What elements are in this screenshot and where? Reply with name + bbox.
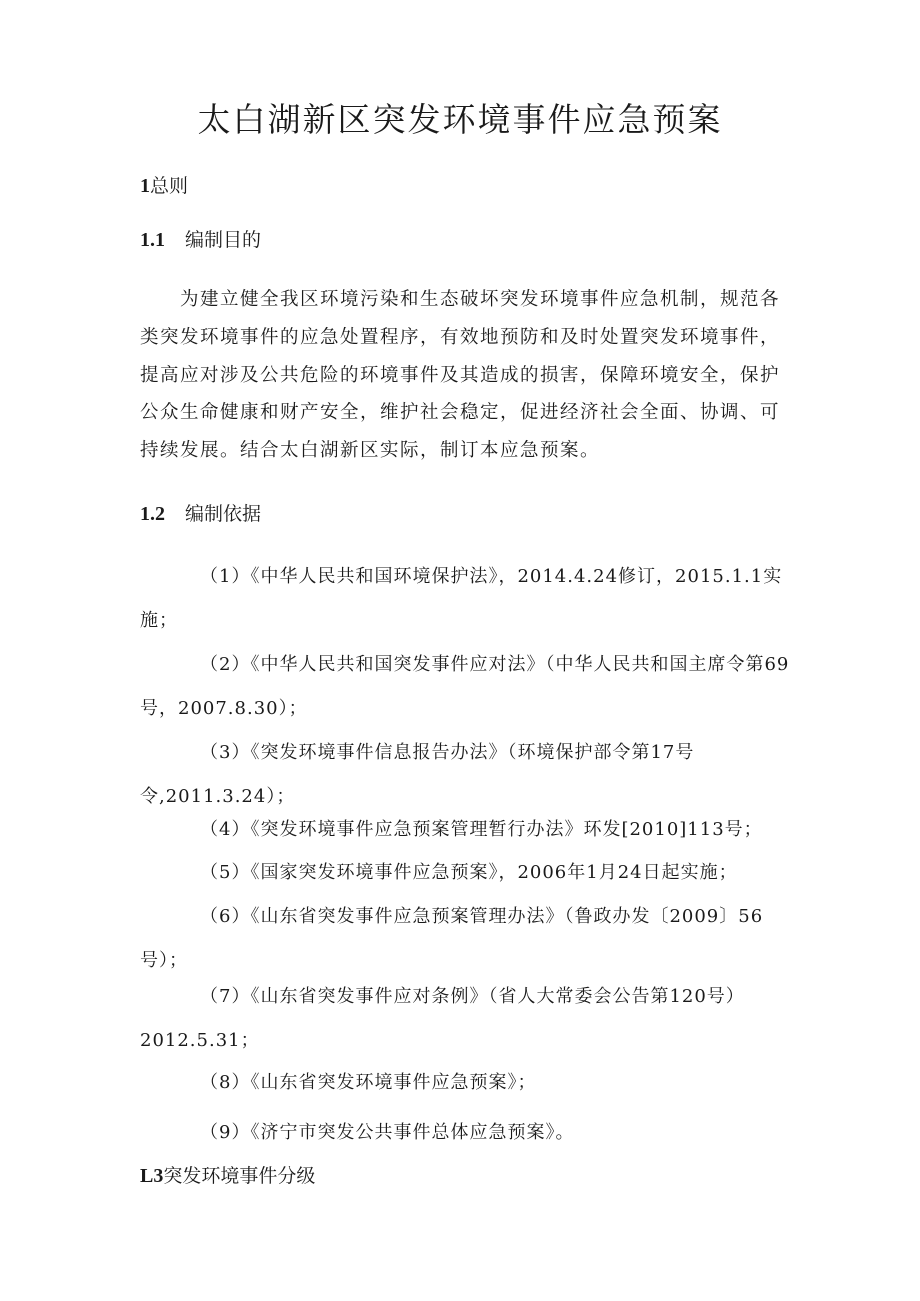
heading-1-number: 1	[140, 175, 150, 197]
heading-1-2	[140, 500, 261, 528]
heading-1	[140, 172, 188, 200]
basis-item: （5）《国家突发环境事件应急预案》，2006年1月24日起实施；	[200, 862, 738, 883]
basis-item: （1）《中华人民共和国环境保护法》，2014.4.24修订，2015.1.1实施；	[140, 566, 783, 631]
heading-1-2-number: 1.2	[140, 503, 165, 525]
document-title: 太白湖新区突发环境事件应急预案	[197, 100, 723, 139]
purpose-paragraph: 为建立健全我区环境污染和生态破坏突发环境事件应急机制，规范各类突发环境事件的应急处置程序，有效地预防和及时处置突发环境事件，提高应对涉及公共危险的环境事件及其造成的损害，保障环境安全，保护公众生命健康和财产安全，维护社会稳定，促进经济社会全面、协调、可持续发展。结合太白湖新区实际，制订本应急预案。	[140, 289, 781, 462]
basis-item: （3）《突发环境事件信息报告办法》（环境保护部令第17号令,2011.3.24）；	[140, 742, 695, 807]
basis-item: （8）《山东省突发环境事件应急预案》；	[200, 1072, 537, 1093]
heading-1-1	[140, 226, 261, 254]
heading-1-1-number: 1.1	[140, 229, 165, 251]
heading-1-2-text: 编制依据	[185, 503, 262, 525]
basis-item: （2）《中华人民共和国突发事件应对法》（中华人民共和国主席令第69号，2007.8.30）；	[140, 654, 790, 719]
heading-1-3	[140, 1162, 315, 1190]
heading-1-3-text: 突发环境事件分级	[163, 1165, 316, 1187]
heading-1-text: 总则	[150, 175, 189, 197]
basis-item: （9）《济宁市突发公共事件总体应急预案》。	[200, 1122, 575, 1143]
heading-1-1-text: 编制目的	[185, 229, 262, 251]
heading-1-3-number: L3	[140, 1165, 164, 1187]
basis-item: （6）《山东省突发事件应急预案管理办法》（鲁政办发〔2009〕56号）；	[140, 906, 764, 971]
basis-item: （7）《山东省突发事件应对条例》（省人大常委会公告第120号）2012.5.31；	[140, 986, 745, 1051]
basis-item: （4）《突发环境事件应急预案管理暂行办法》环发[2010]113号；	[200, 819, 763, 840]
